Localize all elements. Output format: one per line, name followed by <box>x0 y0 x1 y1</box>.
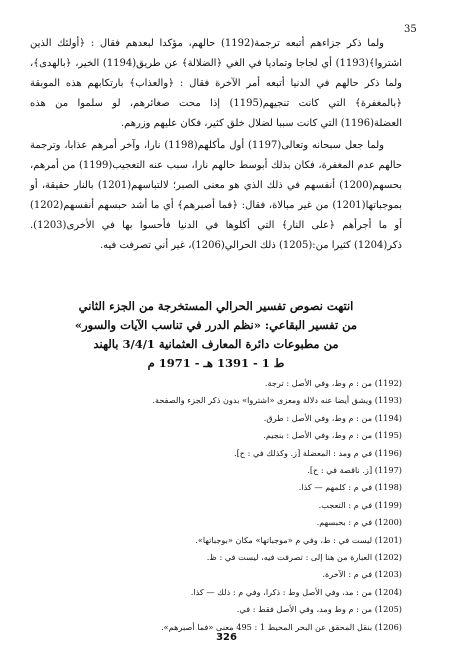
footnotes <box>30 375 402 636</box>
footnote: (1195) من : م وط، وفي الأصل : بنجيم. <box>263 430 402 441</box>
footnote: (1202) العبارة من هنا إلى : تصرفت فيه، ليست في : ظ. <box>206 552 402 563</box>
body-text <box>30 34 402 256</box>
footnote: (1203) في م : الآخرة. <box>322 569 402 580</box>
section-end-heading <box>30 297 402 373</box>
footnote: (1196) في م ومد : المعضلة [ز. وكذلك في : ح]. <box>234 447 402 458</box>
footnote: (1201) ليست في : ط، وفي م «موجباتها» مكان «بوجباتها». <box>195 534 402 545</box>
heading-line: انتهت نصوص تفسير الحرالي المستخرجة من الجزء الثاني <box>78 299 354 313</box>
body-paragraph: ولما جعل سبحانه وتعالى(1197) أول مأكلهم(1198) نارا، وآخر أمرهم عذابا، وترجمة حالهم عدم المغفرة، فكان بذلك أبوسط حالهم نارا، سبب عنه التعجيب(1199) من أمرهم، بحسهم(1200) أنفسهم في ذلك الذي هو معنى الصبر؛ لالتباسهم(1201) بالنار حقيقة، أو بموجباتها(1201) من غير مبالاة، فقال: ﴿فما أصبرهم﴾ أي ما أشد حبسهم أنفسهم(1202) أو ما أجرأهم ﴿على النار﴾ التي أكلوها في الدنيا فأحسوا بها في الأخرى(1203). ذكر(1204) كثيرا من:(1205) ذلك الحرالي(1206)، غير أني تصرفت فيه. <box>30 140 402 251</box>
footnote: (1193) ويشق أيضا عنه دلالة ومعزى «اشتروا» بدون ذكر الجزء والصفحة. <box>152 395 402 406</box>
heading-line: من مطبوعات دائرة المعارف العثمانية 3/4/1 بالهند <box>93 337 339 351</box>
footnote: (1205) من : م وط ومد، وفي الأصل فقط : في. <box>236 604 402 615</box>
footnote: (1192) من : م وط، وفي الأصل : ترجة. <box>264 378 402 388</box>
heading-line: ط 1 - 1391 هـ - 1971 م <box>147 356 285 370</box>
footnote: (1199) في م : التعجب. <box>318 499 402 510</box>
footnote: (1200) في م : بحبسهم. <box>316 517 402 528</box>
footnote: (1194) من : م وط، وفي الأصل : طرق. <box>263 412 402 423</box>
page-number: 326 <box>216 632 237 643</box>
footnote: (1206) بنقل المحقق عن البحر المحيط 1 : 495 معنى «فما أصبرهم». <box>161 621 402 632</box>
body-paragraph: ولما ذكر جزاءهم أتبعه ترجمة(1192) حالهم، مؤكدا لبعدهم فقال : ﴿أولئك الذين اشتروا﴾(1193) أي لجاجا وتماديا في الغي ﴿الضلالة﴾ عن طريق(1194) الخير، ﴿بالهدى﴾، ولما ذكر حالهم في الدنيا أتبعه أمر الآخرة فقال : ﴿والعذاب﴾ بارتكابهم هذه الموبقة ﴿بالمغفرة﴾ التي كانت تنجيهم(1195) إذا محت صغائرهم، لو سلموا من هذه العضلة(1196) التي كانت سببا لضلال خلق كثير، فكان عليهم وزرهم. <box>30 38 402 129</box>
footnote: (1197) [ز. ناقصة في : ح]. <box>307 465 402 476</box>
line-marker: 35 <box>404 24 417 35</box>
footnote: (1198) في م : كلمهم — كذا. <box>298 482 402 493</box>
heading-line: من تفسير البقاعي: «نظم الدرر في تناسب الآيات والسور» <box>74 318 358 332</box>
footnote: (1204) من : مد، وفي الأصل وط : ذكرا، وفي م : ذلك — كذا. <box>190 586 402 597</box>
